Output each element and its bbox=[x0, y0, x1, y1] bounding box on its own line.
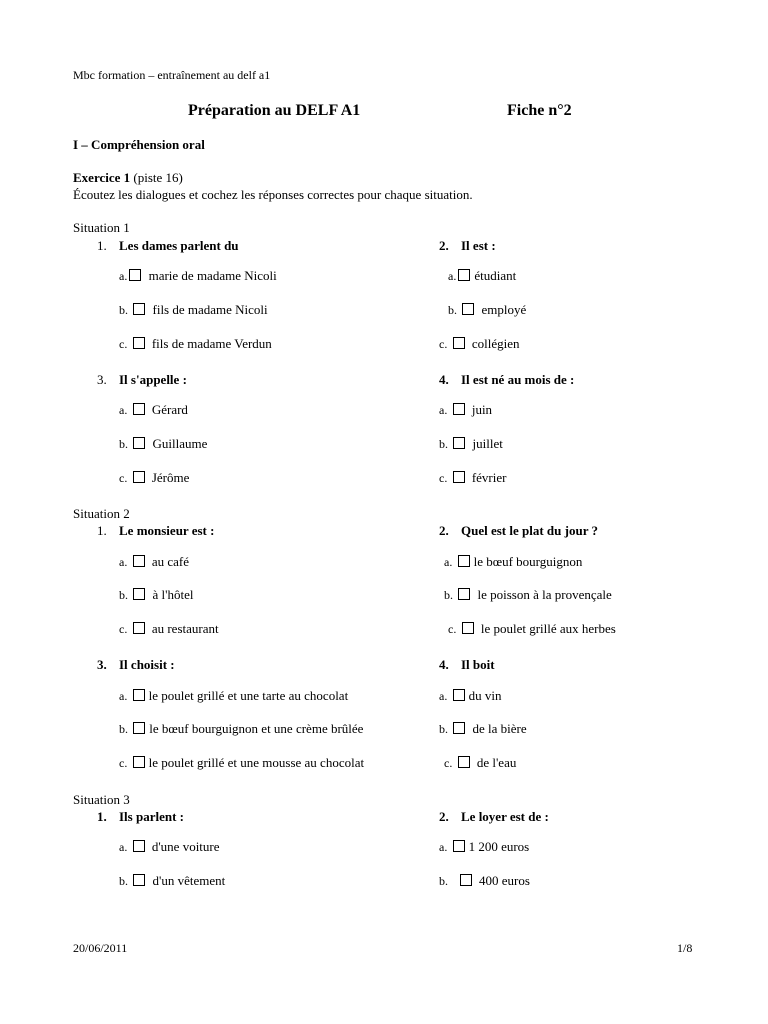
option-text: juillet bbox=[472, 436, 503, 451]
checkbox[interactable] bbox=[460, 874, 472, 886]
answer-option[interactable] bbox=[439, 336, 519, 352]
answer-option[interactable] bbox=[119, 336, 272, 352]
answer-option[interactable] bbox=[119, 587, 193, 603]
option-text: collégien bbox=[471, 336, 520, 351]
question-title: Quel est le plat du jour ? bbox=[461, 523, 598, 538]
checkbox[interactable] bbox=[133, 437, 145, 449]
answer-option[interactable] bbox=[439, 470, 506, 486]
answer-option[interactable] bbox=[439, 688, 501, 704]
question-title: Il choisit : bbox=[119, 657, 175, 672]
option-letter: b. bbox=[119, 722, 128, 736]
question-heading bbox=[439, 657, 495, 673]
option-text: le poulet grillé et une tarte au chocolat bbox=[148, 688, 349, 703]
option-text: le poulet grillé et une mousse au chocolat bbox=[148, 755, 365, 770]
question-title: Il s'appelle : bbox=[119, 372, 187, 387]
answer-option[interactable] bbox=[444, 755, 516, 771]
answer-option[interactable] bbox=[119, 268, 277, 284]
option-text: au restaurant bbox=[151, 621, 219, 636]
option-text: à l'hôtel bbox=[152, 587, 194, 602]
checkbox[interactable] bbox=[133, 722, 145, 734]
answer-option[interactable] bbox=[439, 839, 529, 855]
answer-option[interactable] bbox=[119, 755, 364, 771]
checkbox[interactable] bbox=[458, 588, 470, 600]
answer-option[interactable] bbox=[439, 873, 530, 889]
question-heading bbox=[439, 238, 496, 254]
checkbox[interactable] bbox=[453, 337, 465, 349]
option-letter: b. bbox=[444, 588, 453, 602]
option-letter: a. bbox=[439, 403, 448, 417]
option-text: d'un vêtement bbox=[152, 873, 226, 888]
answer-option[interactable] bbox=[119, 302, 268, 318]
question-heading bbox=[439, 523, 598, 539]
question-heading bbox=[439, 809, 549, 825]
option-letter: b. bbox=[439, 722, 448, 736]
answer-option[interactable] bbox=[448, 302, 526, 318]
option-letter: a. bbox=[439, 840, 448, 854]
checkbox[interactable] bbox=[453, 689, 465, 701]
question-number: 4. bbox=[439, 657, 449, 672]
question-title: Les dames parlent du bbox=[119, 238, 239, 253]
option-text: le poisson à la provençale bbox=[477, 587, 612, 602]
situation-label: Situation 2 bbox=[73, 506, 130, 521]
option-text: employé bbox=[481, 302, 527, 317]
option-letter: a. bbox=[119, 689, 128, 703]
exercise-title: Exercice 1 bbox=[73, 170, 131, 185]
question-title: Il boit bbox=[461, 657, 495, 672]
answer-option[interactable] bbox=[119, 721, 363, 737]
option-text: du vin bbox=[468, 688, 502, 703]
question-number: 2. bbox=[439, 809, 449, 824]
question-heading bbox=[97, 657, 175, 673]
option-letter: c. bbox=[444, 756, 453, 770]
option-letter: a. bbox=[119, 555, 128, 569]
checkbox[interactable] bbox=[453, 403, 465, 415]
sheet-number: Fiche n°2 bbox=[507, 102, 572, 119]
option-text: Jérôme bbox=[151, 470, 190, 485]
answer-option[interactable] bbox=[444, 554, 582, 570]
question-number: 1. bbox=[97, 523, 107, 538]
answer-option[interactable] bbox=[119, 436, 207, 452]
section-heading: I – Compréhension oral bbox=[73, 137, 205, 152]
checkbox[interactable] bbox=[458, 756, 470, 768]
option-letter: a. bbox=[119, 269, 128, 283]
checkbox[interactable] bbox=[133, 403, 145, 415]
option-letter: c. bbox=[439, 337, 448, 351]
option-letter: b. bbox=[439, 437, 448, 451]
option-text: fils de madame Verdun bbox=[151, 336, 272, 351]
option-text: de l'eau bbox=[476, 755, 517, 770]
checkbox[interactable] bbox=[133, 840, 145, 852]
checkbox[interactable] bbox=[462, 303, 474, 315]
option-letter: b. bbox=[119, 874, 128, 888]
question-number: 4. bbox=[439, 372, 449, 387]
question-number: 1. bbox=[97, 809, 107, 824]
answer-option[interactable] bbox=[119, 873, 225, 889]
option-text: 1 200 euros bbox=[468, 839, 530, 854]
option-text: 400 euros bbox=[479, 873, 530, 888]
checkbox[interactable] bbox=[453, 437, 465, 449]
option-letter: a. bbox=[119, 403, 128, 417]
option-text: d'une voiture bbox=[151, 839, 220, 854]
question-title: Il est né au mois de : bbox=[461, 372, 575, 387]
checkbox[interactable] bbox=[133, 622, 145, 634]
checkbox[interactable] bbox=[133, 555, 145, 567]
option-text: le bœuf bourguignon et une crème brûlée bbox=[149, 721, 364, 736]
question-number: 3. bbox=[97, 372, 107, 387]
checkbox[interactable] bbox=[458, 555, 470, 567]
option-text: au café bbox=[151, 554, 189, 569]
checkbox[interactable] bbox=[129, 269, 141, 281]
document-header: Mbc formation – entraînement au delf a1 bbox=[73, 68, 271, 82]
checkbox[interactable] bbox=[133, 471, 145, 483]
page-title: Préparation au DELF A1 bbox=[188, 102, 361, 119]
checkbox[interactable] bbox=[453, 722, 465, 734]
checkbox[interactable] bbox=[133, 874, 145, 886]
option-letter: b. bbox=[119, 588, 128, 602]
option-text: fils de madame Nicoli bbox=[152, 302, 268, 317]
checkbox[interactable] bbox=[458, 269, 470, 281]
option-text: Gérard bbox=[151, 402, 188, 417]
exercise-heading bbox=[73, 170, 183, 186]
option-text: le poulet grillé aux herbes bbox=[480, 621, 616, 636]
question-title: Il est : bbox=[461, 238, 496, 253]
answer-option[interactable] bbox=[119, 839, 220, 855]
exercise-piste: (piste 16) bbox=[130, 170, 183, 185]
situation-label: Situation 3 bbox=[73, 792, 130, 807]
answer-option[interactable] bbox=[448, 621, 616, 637]
checkbox[interactable] bbox=[453, 840, 465, 852]
question-title: Ils parlent : bbox=[119, 809, 184, 824]
answer-option[interactable] bbox=[439, 402, 492, 418]
option-letter: c. bbox=[119, 337, 128, 351]
answer-option[interactable] bbox=[119, 621, 219, 637]
question-number: 2. bbox=[439, 238, 449, 253]
option-text: étudiant bbox=[474, 268, 517, 283]
question-number: 3. bbox=[97, 657, 107, 672]
question-title: Le monsieur est : bbox=[119, 523, 215, 538]
answer-option[interactable] bbox=[119, 688, 348, 704]
option-text: le bœuf bourguignon bbox=[473, 554, 583, 569]
option-text: février bbox=[471, 470, 507, 485]
exercise-instruction: Écoutez les dialogues et cochez les réponses correctes pour chaque situation. bbox=[73, 187, 473, 202]
question-heading bbox=[97, 523, 214, 539]
option-letter: c. bbox=[119, 622, 128, 636]
option-letter: a. bbox=[448, 269, 457, 283]
question-heading bbox=[97, 238, 239, 254]
situation-label: Situation 1 bbox=[73, 220, 130, 235]
option-letter: b. bbox=[119, 437, 128, 451]
answer-option[interactable] bbox=[119, 402, 188, 418]
checkbox[interactable] bbox=[133, 303, 145, 315]
question-number: 1. bbox=[97, 238, 107, 253]
answer-option[interactable] bbox=[119, 470, 189, 486]
option-letter: a. bbox=[119, 840, 128, 854]
page-number: 1/8 bbox=[677, 941, 693, 955]
checkbox[interactable] bbox=[133, 588, 145, 600]
option-letter: c. bbox=[448, 622, 457, 636]
option-text: juin bbox=[471, 402, 493, 417]
checkbox[interactable] bbox=[453, 471, 465, 483]
answer-option[interactable] bbox=[439, 721, 527, 737]
option-text: marie de madame Nicoli bbox=[148, 268, 277, 283]
answer-option[interactable] bbox=[439, 436, 503, 452]
answer-option[interactable] bbox=[119, 554, 189, 570]
question-number: 2. bbox=[439, 523, 449, 538]
option-letter: c. bbox=[119, 756, 128, 770]
option-letter: c. bbox=[439, 471, 448, 485]
checkbox[interactable] bbox=[462, 622, 474, 634]
question-title: Le loyer est de : bbox=[461, 809, 549, 824]
option-letter: b. bbox=[119, 303, 128, 317]
checkbox[interactable] bbox=[133, 689, 145, 701]
answer-option[interactable] bbox=[444, 587, 612, 603]
option-letter: b. bbox=[448, 303, 457, 317]
question-heading bbox=[97, 809, 184, 825]
option-letter: b. bbox=[439, 874, 448, 888]
option-letter: a. bbox=[439, 689, 448, 703]
checkbox[interactable] bbox=[133, 337, 145, 349]
footer-date: 20/06/2011 bbox=[73, 941, 128, 955]
answer-option[interactable] bbox=[448, 268, 516, 284]
option-letter: a. bbox=[444, 555, 453, 569]
option-letter: c. bbox=[119, 471, 128, 485]
question-heading bbox=[439, 372, 574, 388]
option-text: de la bière bbox=[472, 721, 527, 736]
question-heading bbox=[97, 372, 187, 388]
checkbox[interactable] bbox=[133, 756, 145, 768]
option-text: Guillaume bbox=[152, 436, 208, 451]
